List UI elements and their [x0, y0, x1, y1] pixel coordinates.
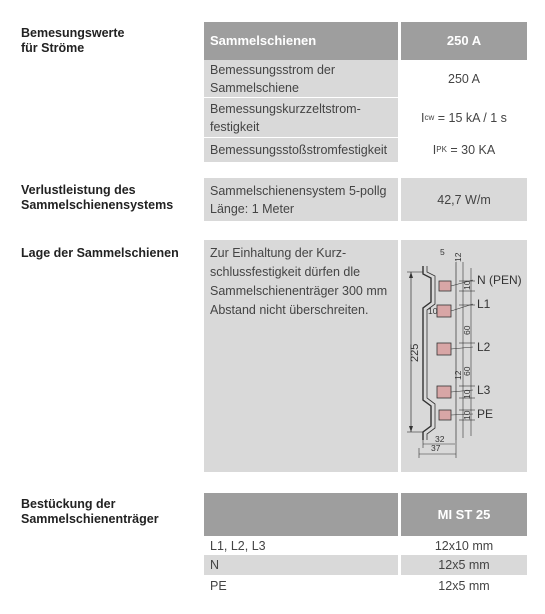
dim-total: 225 [409, 343, 421, 362]
section-label-position [21, 246, 179, 261]
carriers-row-value: 12x5 mm [401, 576, 527, 596]
value-text: = 15 kA / 1 s [434, 111, 507, 125]
bar-label: L3 [477, 383, 491, 397]
busbar-l2 [437, 343, 451, 355]
ratings-row-label [204, 98, 398, 138]
busbar-n [439, 281, 451, 291]
row-label-line: Bemessungsstoßstromfestigkeit [210, 143, 388, 157]
dim-top: 5 [440, 247, 445, 257]
ratings-row-label [204, 138, 398, 162]
arrow-down [409, 426, 413, 432]
value-symbol: I [432, 143, 437, 157]
loss-label [204, 178, 398, 221]
section-label-line: Lage der Sammelschienen [21, 246, 179, 260]
bar-label: PE [477, 407, 494, 421]
dim-l2-l3: 60 [462, 366, 472, 376]
row-label-line: Sammelschienensystem 5-pollg [210, 183, 387, 198]
label-leader [451, 347, 473, 349]
carriers-row-value: 12x5 mm [401, 555, 527, 575]
section-label-carriers [21, 497, 159, 527]
value-text: = 30 KA [446, 143, 496, 157]
dim-l1-width: 10 [428, 306, 438, 316]
row-label-line: Länge: 1 Meter [210, 201, 295, 216]
section-label-line: Sammelschienensystems [21, 198, 174, 212]
section-label-ratings [21, 26, 125, 56]
busbar-l1 [437, 305, 451, 317]
ratings-row-value [401, 138, 527, 162]
row-divider [204, 97, 398, 98]
position-description [210, 244, 400, 320]
row-label-line: festigkeit [210, 120, 260, 134]
loss-value: 42,7 W/m [401, 178, 527, 221]
arrow-up [409, 272, 413, 278]
dim-l3-height: 10 [462, 389, 472, 399]
description-line: Abstand nicht überschreiten. [210, 303, 369, 317]
ratings-row-label [204, 60, 398, 98]
dim-n-height: 10 [462, 280, 472, 290]
value-symbol: I [421, 111, 425, 125]
section-label-line: Bemesungswerte [21, 26, 125, 40]
bar-label: N (PEN) [477, 273, 522, 287]
dim-l1-l2: 60 [462, 325, 472, 335]
description-line: Sammelschienenträger 300 mm [210, 284, 388, 298]
ratings-row-value: 250 A [401, 60, 527, 98]
carriers-row-label: N [204, 555, 398, 575]
carriers-row-label: PE [204, 576, 398, 596]
row-divider [204, 137, 398, 138]
carriers-row-label: L1, L2, L3 [204, 536, 398, 555]
carriers-row-value: 12x10 mm [401, 536, 527, 555]
bar-label: L1 [477, 297, 491, 311]
section-label-line: für Ströme [21, 41, 85, 55]
busbar-l3 [437, 386, 451, 398]
row-label-line: Bemessungsstrom der [210, 63, 336, 77]
section-label-line: Sammelschienenträger [21, 512, 159, 526]
bar-label: L2 [477, 340, 491, 354]
section-label-loss [21, 183, 173, 213]
section-label-line: Bestückung der [21, 497, 116, 511]
carriers-header-blank [204, 493, 398, 536]
busbar-pe [439, 410, 451, 420]
dim-width-1: 32 [435, 434, 445, 444]
busbar-diagram [401, 240, 527, 472]
description-line: Zur Einhaltung der Kurz- [210, 246, 347, 260]
row-label-line: Sammelschiene [210, 81, 299, 95]
row-label-line: Bemessungskurzzeltstrom- [210, 102, 361, 116]
ratings-header-value: 250 A [401, 22, 527, 60]
ratings-header-label: Sammelschienen [204, 22, 398, 60]
value-subscript: cw [424, 113, 435, 122]
dim-l3-gap: 12 [453, 370, 463, 380]
value-subscript: PK [436, 145, 447, 154]
dim-n-gap: 12 [453, 252, 463, 262]
description-line: schlussfestigkeit dürfen dle [210, 265, 361, 279]
carriers-header: MI ST 25 [401, 493, 527, 536]
section-label-line: Verlustleistung des [21, 183, 136, 197]
dim-width-2: 37 [431, 443, 441, 453]
dim-pe-height: 10 [462, 410, 472, 420]
ratings-row-value [401, 98, 527, 138]
